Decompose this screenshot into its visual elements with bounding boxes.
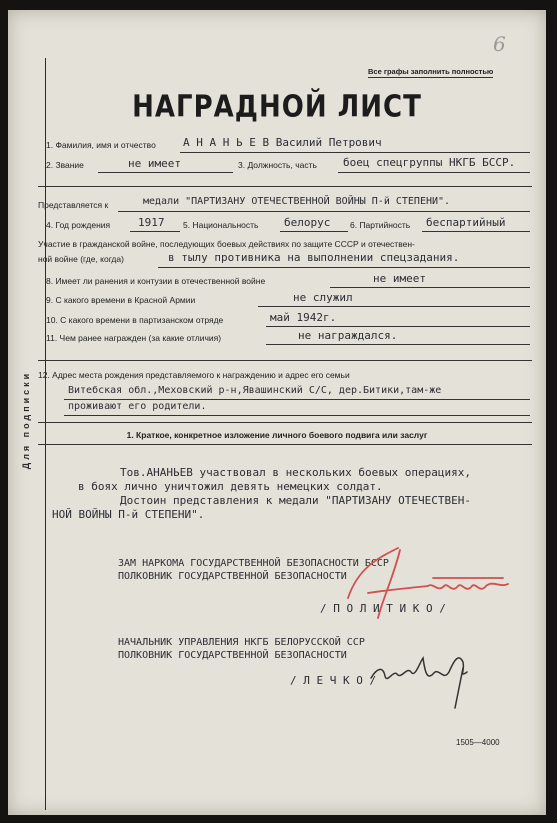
field-4-value: 1917 xyxy=(138,216,165,229)
field-10-label: 10. С какого времени в партизанском отряде xyxy=(46,315,224,325)
field-9-label: 9. С какого времени в Красной Армии xyxy=(46,295,196,305)
field-11-value: не награждался. xyxy=(298,329,398,342)
award-sheet xyxy=(8,10,546,815)
signatory-2-rank: ПОЛКОВНИК ГОСУДАРСТВЕННОЙ БЕЗОПАСНОСТИ xyxy=(118,650,347,661)
field-6-value: беспартийный xyxy=(426,216,506,229)
field-12-value-a: Витебская обл.,Меховский р-н,Явашинский С/С, дер.Битики,там-же xyxy=(68,385,442,396)
field-9-value: не служил xyxy=(293,291,353,304)
print-code: 1505—4000 xyxy=(456,738,500,747)
field-5-label: 5. Национальность xyxy=(183,220,259,230)
field-4-rule xyxy=(130,231,180,232)
field-5-value: белорус xyxy=(284,216,331,229)
signatory-1-rank: ПОЛКОВНИК ГОСУДАРСТВЕННОЙ БЕЗОПАСНОСТИ xyxy=(118,571,347,582)
field-8-label: 8. Имеет ли ранения и контузии в отечественной войне xyxy=(46,276,266,286)
field-5-rule xyxy=(280,231,348,232)
field-7-rule xyxy=(158,267,530,268)
page-number: 6 xyxy=(493,32,506,56)
field-2-value: не имеет xyxy=(128,157,181,170)
side-label: Для подписки xyxy=(21,370,31,470)
divider xyxy=(38,186,532,187)
signatory-1-title: ЗАМ НАРКОМА ГОСУДАРСТВЕННОЙ БЕЗОПАСНОСТИ БССР xyxy=(118,558,389,569)
field-11-rule xyxy=(266,344,530,345)
recommended-for-rule xyxy=(118,211,530,212)
field-1-label: 1. Фамилия, имя и отчество xyxy=(46,140,156,150)
field-8-value: не имеет xyxy=(373,272,426,285)
handwritten-signature-red xyxy=(338,538,518,628)
field-2-rule xyxy=(98,172,233,173)
page-title: НАГРАДНОЙ ЛИСТ xyxy=(132,89,422,125)
field-3-label: 3. Должность, часть xyxy=(238,160,317,170)
top-note: Все графы заполнить полностью xyxy=(368,67,494,76)
recommended-for-value: медали "ПАРТИЗАНУ ОТЕЧЕСТВЕННОЙ ВОЙНЫ П-й СТЕПЕНИ". xyxy=(143,196,451,207)
divider xyxy=(38,422,532,423)
field-3-value: боец спецгруппы НКГБ БССР. xyxy=(343,156,516,169)
field-10-value: май 1942г. xyxy=(270,311,337,324)
field-8-rule xyxy=(330,287,530,288)
field-12-rule-a xyxy=(64,399,530,400)
field-4-label: 4. Год рождения xyxy=(46,220,111,230)
field-7-value: в тылу противника на выполнении спецзадания. xyxy=(168,251,460,264)
divider xyxy=(38,360,532,361)
section-title: 1. Краткое, конкретное изложение личного боевого подвига или заслуг xyxy=(126,430,428,440)
signatory-1-name: / П О Л И Т И К О / xyxy=(320,602,446,615)
field-6-rule xyxy=(422,231,530,232)
field-12-label: 12. Адрес места рождения представляемого к награждению и адрес его семьи xyxy=(38,370,350,380)
field-12-value-b: проживают его родители. xyxy=(68,401,207,412)
recommended-for-label: Представляется к xyxy=(38,200,109,210)
field-1-value: А Н А Н Ь Е В Василий Петрович xyxy=(183,136,382,149)
field-10-rule xyxy=(266,326,530,327)
signatory-2-title: НАЧАЛЬНИК УПРАВЛЕНИЯ НКГБ БЕЛОРУССКОЙ ССР xyxy=(118,637,365,648)
signatory-2-name: / Л Е Ч К О / xyxy=(290,674,377,687)
divider xyxy=(38,444,532,445)
narrative-line: в боях лично уничтожил девять немецких солдат. xyxy=(78,480,383,493)
field-3-rule xyxy=(338,172,530,173)
narrative-line: Достоин представления к медали "ПАРТИЗАНУ ОТЕЧЕСТВЕН- xyxy=(120,494,471,507)
field-12-rule-b xyxy=(64,415,530,416)
narrative-line: Тов.АНАНЬЕВ участвовал в нескольких боевых операциях, xyxy=(120,466,471,479)
narrative-line: НОЙ ВОЙНЫ П-й СТЕПЕНИ". xyxy=(52,508,205,521)
field-6-label: 6. Партийность xyxy=(350,220,411,230)
field-2-label: 2. Звание xyxy=(46,160,84,170)
field-11-label: 11. Чем ранее награжден (за какие отличия) xyxy=(46,333,222,343)
handwritten-signature xyxy=(363,638,493,718)
field-1-rule xyxy=(180,152,530,153)
field-9-rule xyxy=(258,306,530,307)
field-7-label-a: Участие в гражданской войне, последующих боевых действиях по защите СССР и отечествен- xyxy=(38,239,415,249)
field-7-label-b: ной войне (где, когда) xyxy=(38,254,124,264)
